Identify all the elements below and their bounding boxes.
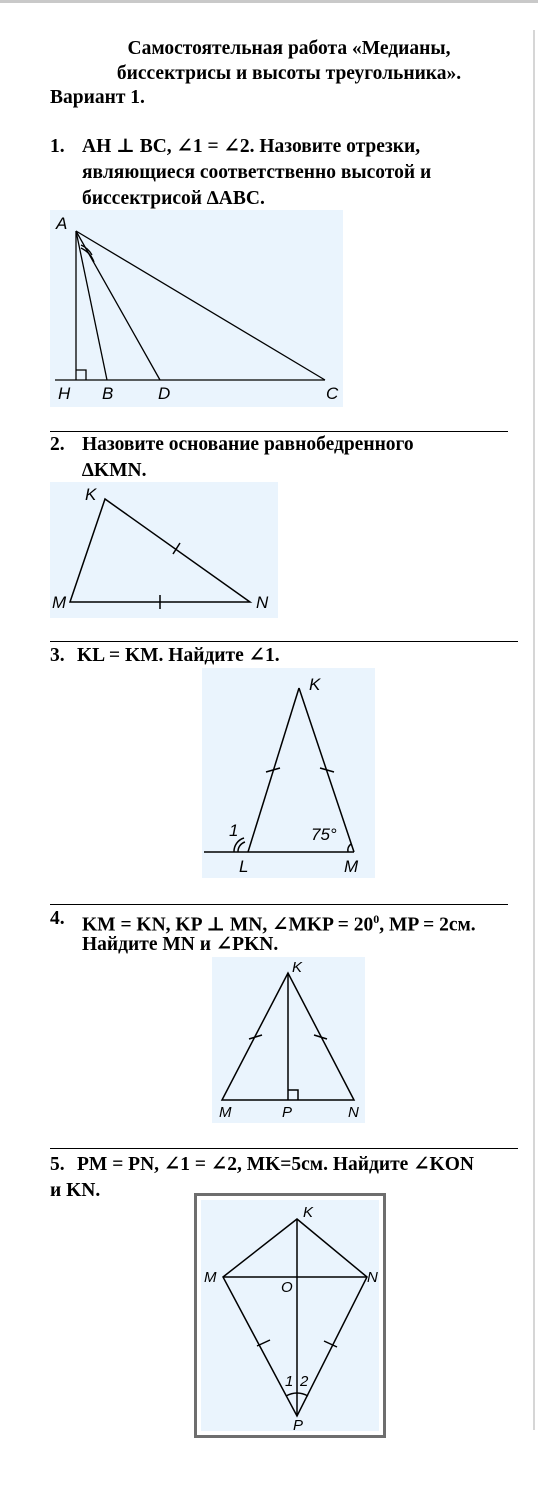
task-1-figure [50,210,343,407]
label-angle-75: 75° [311,825,337,844]
page-right-border [533,30,535,1430]
divider-4 [50,1148,518,1149]
label-angle-2: 2 [300,1373,309,1390]
title-line-2: биссектрисы и высоты треугольника». [116,63,462,84]
label-L: L [239,857,249,876]
top-border [0,0,538,3]
label-K: K [303,1204,314,1221]
label-K: K [309,675,321,694]
label-K: K [292,959,303,976]
variant-label: Вариант 1. [50,87,145,108]
task-4-degree-sup: 0 [373,912,380,926]
label-N: N [367,1269,378,1286]
task-4-line-2: Найдите MN и ∠PKN. [82,934,279,955]
label-K: K [85,485,97,504]
task-4-number: 4. [50,908,65,929]
task-3-figure [202,668,375,878]
task-1-line-3: биссектрисой ∆АВС. [82,188,265,209]
label-A: A [56,214,68,233]
label-N: N [348,1104,359,1121]
task-2-line-2: ∆KMN. [82,460,147,481]
task-2-figure [50,482,278,618]
task-4-line-1-end: , MP = 2см. [379,914,476,936]
task-1-number: 1. [50,136,65,157]
label-N: N [256,593,269,612]
label-P: P [282,1104,293,1121]
label-M: M [204,1269,217,1286]
task-2-number: 2. [50,434,65,455]
label-P: P [293,1417,304,1431]
label-angle-1: 1 [229,821,239,840]
task-3-number: 3. [50,645,65,666]
label-M: M [219,1104,232,1121]
task-5-number: 5. [50,1154,65,1175]
task-1-line-1: АН ⊥ ВС, ∠1 = ∠2. Назовите отрезки, [82,136,421,157]
task-5-figure [201,1200,379,1431]
task-5-line-2: и KN. [50,1180,101,1201]
task-1-line-2: являющиеся соответственно высотой и [82,162,432,183]
task-5-frame [194,1193,386,1438]
task-5-line-1: PM = PN, ∠1 = ∠2, MK=5см. Найдите ∠KON [77,1154,474,1175]
task-2-line-1: Назовите основание равнобедренного [82,434,414,455]
label-M: M [344,857,359,876]
task-3-text: KL = KM. Найдите ∠1. [77,645,280,666]
label-D: D [158,384,171,403]
label-B: B [102,384,114,403]
label-H: H [58,384,71,403]
label-C: C [326,384,339,403]
label-M: M [52,593,67,612]
label-angle-1: 1 [285,1373,294,1390]
task-4-line-1-start: KM = KN, KP ⊥ MN, ∠MKP = 20 [82,914,374,936]
divider-3 [50,904,508,905]
title-line-1: Самостоятельная работа «Медианы, [127,38,451,59]
divider-2 [50,641,518,642]
task-4-figure [212,957,365,1123]
label-O: O [281,1279,293,1296]
